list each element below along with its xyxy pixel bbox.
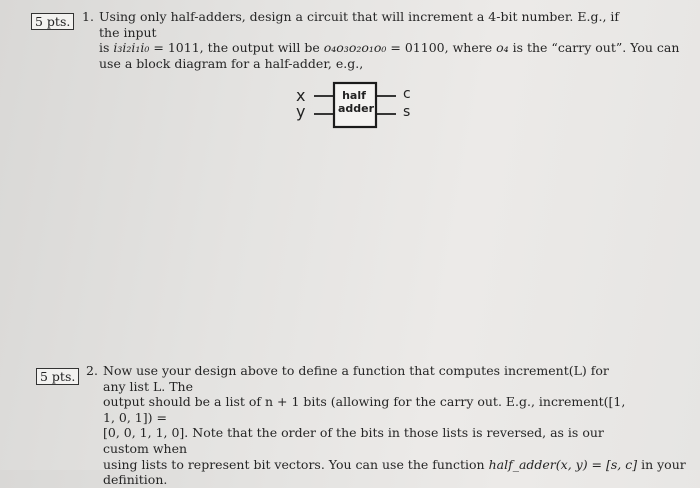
input-y-label: y <box>296 102 306 121</box>
q1-points-box <box>31 13 74 30</box>
q1-line-1: Using only half-adders, design a circuit that will increment a 4-bit number. E.g., if the input <box>99 9 620 40</box>
output-s-label: s <box>403 104 411 120</box>
output-c-label: c <box>403 86 411 102</box>
q2-paragraph <box>86 363 686 488</box>
q1-body <box>99 9 680 71</box>
input-x-label: x <box>296 86 306 105</box>
q2-line-5: definition. <box>103 472 168 488</box>
q2-points-label: 5 pts. <box>40 369 76 384</box>
q2-number: 2. <box>86 363 98 378</box>
q2-line-1: Now use your design above to define a function that computes increment(L) for any list L. The <box>103 363 609 394</box>
q2-line-3: [0, 0, 1, 1, 0]. Note that the order of the bits in those lists is reversed, as is our custom when <box>103 425 604 456</box>
output-bits-math: o₄o₃o₂o₁o₀ <box>323 40 387 56</box>
q1-line-3: use a block diagram for a half-adder, e.g., <box>99 55 364 71</box>
q1-paragraph <box>82 9 680 71</box>
q1-number: 1. <box>82 9 94 24</box>
carry-var-math: o₄ <box>496 40 509 56</box>
q2-points-box <box>36 368 79 385</box>
half-adder-function-math: half_adder(x, y) = [s, c] <box>488 456 638 472</box>
half-adder-block-text: half adder <box>338 89 375 115</box>
q2-body <box>103 363 686 488</box>
input-bits-math: i₃i₂i₁i₀ <box>113 40 150 56</box>
q2-line-4: using lists to represent bit vectors. You can use the function half_adder(x, y) = [s, c] in your <box>103 456 686 472</box>
q1-line-2: is i₃i₂i₁i₀ = 1011, the output will be o₄o₃o₂o₁o₀ = 01100, where o₄ is the “carry out”. You can <box>99 40 680 56</box>
q2-line-2: output should be a list of n + 1 bits (allowing for the carry out. E.g., increment([1, 1, 0, 1]) = <box>103 394 626 425</box>
half-adder-diagram <box>290 80 420 132</box>
q1-points-label: 5 pts. <box>35 14 71 29</box>
